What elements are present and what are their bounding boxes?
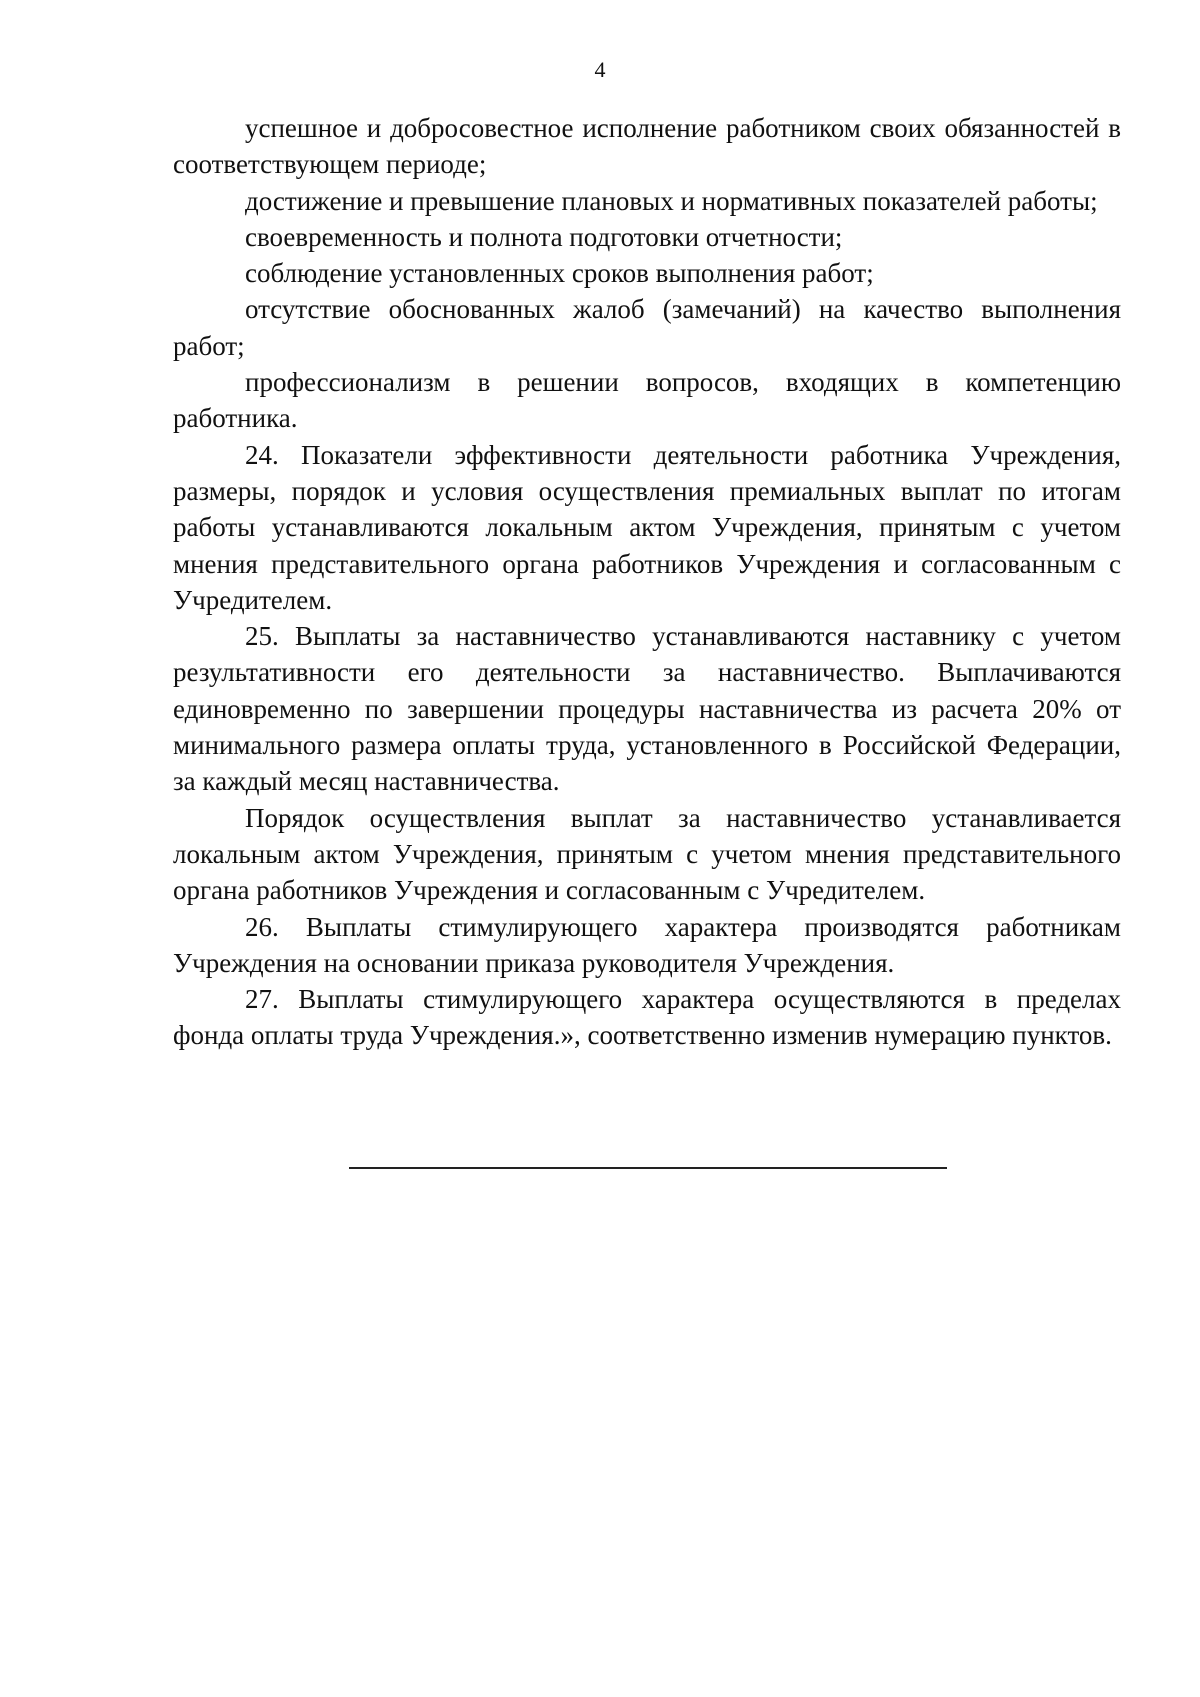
paragraph-clause-25: 25. Выплаты за наставничество устанавливаются наставнику с учетом результативности его деятельности за наставничество. Выплачиваются единовременно по завершении процедуры наставничества из расчета 20% от минимального размера оплаты труда, установленного в Российской Федерации, за каждый месяц наставничества. [173,621,1121,797]
paragraph-criterion-deadlines: соблюдение установленных сроков выполнения работ; [245,258,874,289]
paragraph-criterion-performance: успешное и добросовестное исполнение работником своих обязанностей в соответствующем периоде; [173,113,1121,180]
paragraph-criterion-reporting: своевременность и полнота подготовки отчетности; [245,221,843,252]
paragraph-clause-25-procedure: Порядок осуществления выплат за наставничество устанавливается локальным актом Учреждения, принятым с учетом мнения представительного органа работников Учреждения и согласованным с Учредителем. [173,802,1121,906]
page-number: 4 [594,57,606,82]
paragraph-criterion-professionalism: профессионализм в решении вопросов, входящих в компетенцию работника. [173,367,1121,434]
paragraph-clause-26: 26. Выплаты стимулирующего характера производятся работникам Учреждения на основании приказа руководителя Учреждения. [173,911,1121,978]
paragraph-clause-27: 27. Выплаты стимулирующего характера осуществляются в пределах фонда оплаты труда Учреждения.», соответственно изменив нумерацию пунктов. [173,984,1121,1051]
paragraph-criterion-complaints: отсутствие обоснованных жалоб (замечаний) на качество выполнения работ; [173,294,1121,361]
document-body [173,110,1121,1054]
paragraph-clause-24: 24. Показатели эффективности деятельности работника Учреждения, размеры, порядок и условия осуществления премиальных выплат по итогам работы устанавливаются локальным актом Учреждения, принятым с учетом мнения представительного органа работников Учреждения и согласованным с Учредителем. [173,439,1121,615]
closing-divider [349,1167,947,1169]
paragraph-criterion-targets: достижение и превышение плановых и нормативных показателей работы; [245,185,1098,216]
